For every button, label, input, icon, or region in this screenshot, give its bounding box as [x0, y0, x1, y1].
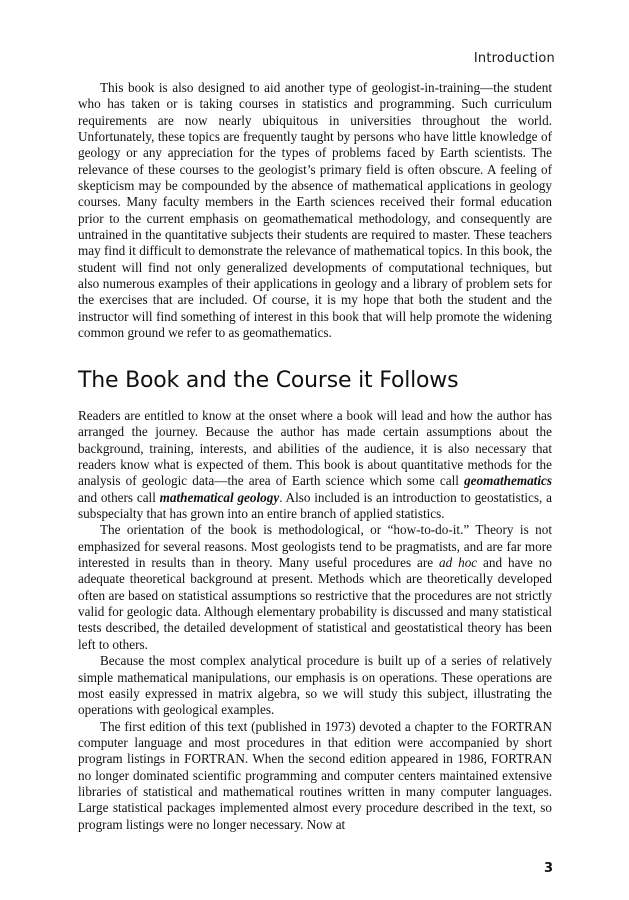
- term-mathematical-geology: mathematical geology: [159, 489, 280, 505]
- paragraph-text: and have no adequate theoretical background at present. Methods which are theoretically developed often are based on statistical assumptions so restrictive that the procedures are not strictly valid for geologic data. Although elementary probability is discussed and many statistical tests described, the detailed development of statistical and geostatistical theory has been left to others.: [78, 555, 552, 652]
- page-number: 3: [543, 861, 553, 876]
- paragraph-text: Readers are entitled to know at the onset where a book will lead and how the author has arranged the journey. Because the author has made certain assumptions about the background, training, interests, and abilities of the audience, it is also necessary that readers know what is expected of them. This book is about quantitative methods for the analysis of geologic data—the area of Earth science which some call: [78, 408, 552, 489]
- section-paragraph-2: [78, 522, 552, 653]
- term-geomathematics: geomathematics: [464, 473, 552, 489]
- paragraph-text: . Also included is an introduction to geostatistics, a subspecialty that has grown into an entire branch of applied statistics.: [78, 489, 552, 522]
- section-text-block: [78, 408, 552, 833]
- running-header-title: Introduction: [473, 51, 555, 66]
- emphasis-ad-hoc: ad hoc: [439, 555, 478, 571]
- paragraph-text: and others call: [78, 489, 160, 505]
- section-paragraph-1: [78, 408, 552, 522]
- section-heading: The Book and the Course it Follows: [78, 368, 459, 393]
- intro-text-block: [78, 80, 552, 342]
- paragraph-text: The orientation of the book is methodological, or “how-to-do-it.” Theory is not emphasized for several reasons. Most geologists tend to be pragmatists, and are far more interested in results than in theory. Many useful procedures are: [78, 522, 552, 571]
- intro-paragraph: This book is also designed to aid another type of geologist-in-training—the student who has taken or is taking courses in statistics and programming. Such curriculum requirements are now nearly ubiquitous in universities throughout the world. Unfortunately, these topics are frequently taught by persons who have little knowledge of geology or any appreciation for the types of problems faced by Earth scientists. The relevance of these courses to the geologist’s primary field is often obscure. A feeling of skepticism may be compounded by the absence of mathematical applications in geology courses. Many faculty members in the Earth sciences received their formal education prior to the current emphasis on geomathematical methodology, and consequently are untrained in the quantitative subjects their students are required to master. These teachers may find it difficult to demonstrate the relevance of mathematical topics. In this book, the student will find not only generalized developments of computational techniques, but also numerous examples of their applications in geology and a library of problem sets for the exercises that are included. Of course, it is my hope that both the student and the instructor will find something of interest in this book that will help promote the widening common ground we refer to as geomathematics.: [78, 80, 552, 341]
- section-paragraph-3: Because the most complex analytical procedure is built up of a series of relatively simple mathematical manipulations, our emphasis is on operations. These operations are most easily expressed in matrix algebra, so we will study this subject, illustrating the operations with geological examples.: [78, 653, 552, 718]
- section-paragraph-4: The first edition of this text (published in 1973) devoted a chapter to the FORTRAN computer language and most procedures in that edition were accompanied by short program listings in FORTRAN. When the second edition appeared in 1986, FORTRAN no longer dominated scientific programming and computer centers maintained extensive libraries of statistical and mathematical routines written in many computer languages. Large statistical packages implemented almost every procedure described in the text, so program listings were no longer necessary. Now at: [78, 718, 552, 832]
